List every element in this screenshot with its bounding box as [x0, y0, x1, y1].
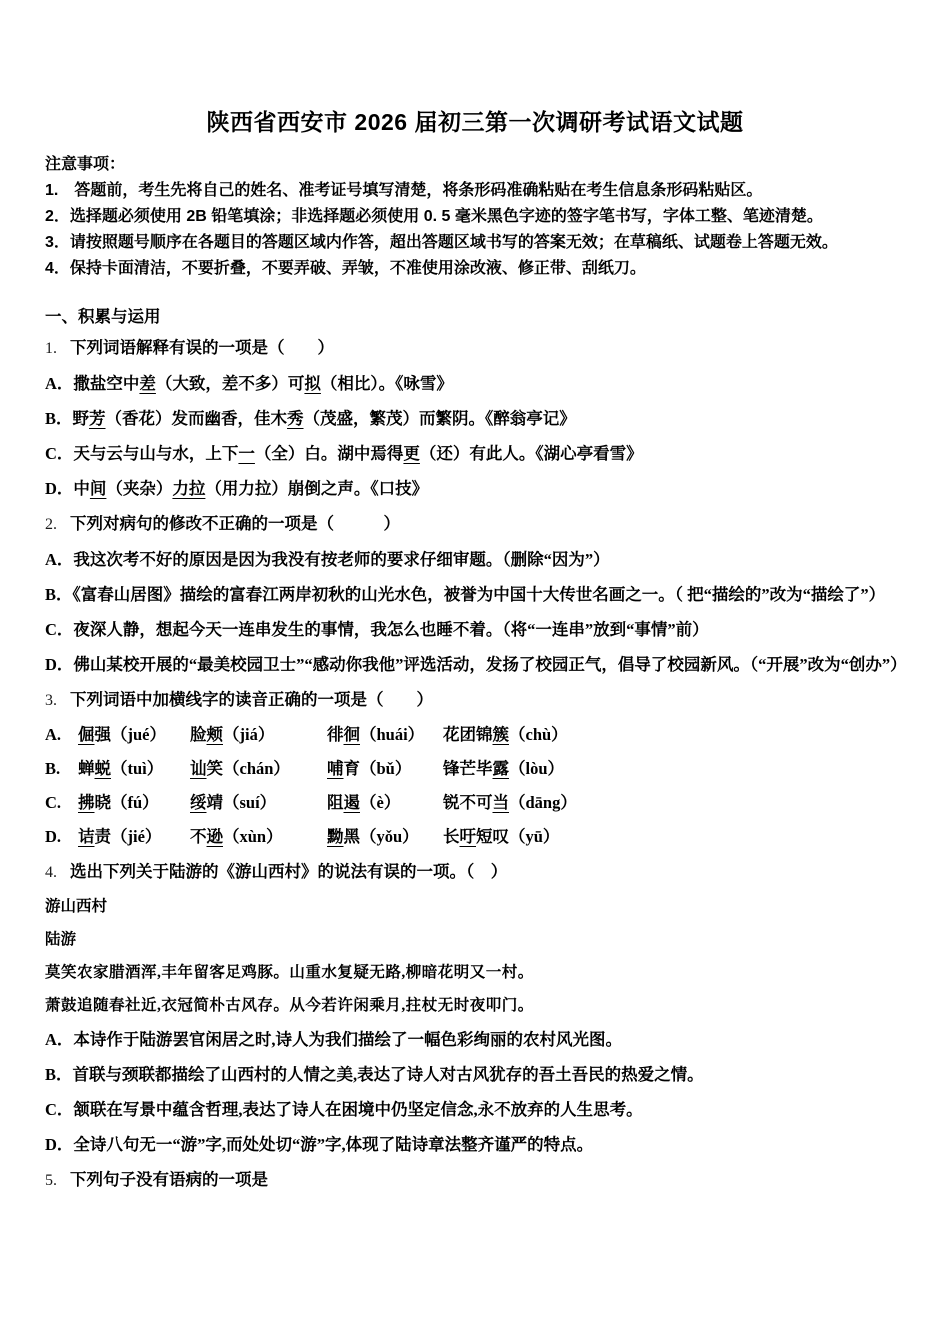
pinyin-cell: 不逊（xùn） [190, 827, 283, 846]
option-line: A．撒盐空中差（大致，差不多）可拟（相比）。《咏雪》 [45, 374, 453, 393]
pinyin-cell: 拂晓（fú） [78, 793, 159, 812]
option-line: B．首联与颈联都描绘了山西村的人情之美,表达了诗人对古风犹存的吾土吾民的热爱之情。 [45, 1065, 704, 1084]
pinyin-cell: 徘徊（huái） [327, 725, 425, 744]
poem-line: 萧鼓追随春社近,衣冠简朴古风存。从今若许闲乘月,拄杖无时夜叩门。 [45, 997, 534, 1014]
pinyin-cell: 蝉蜕（tuì） [78, 759, 164, 778]
question-3 [45, 682, 905, 854]
notice-item: 2．选择题必须使用 2B 铅笔填涂；非选择题必须使用 0. 5 毫米黑色字迹的签字笔书写，字体工整、笔迹清楚。 [45, 208, 823, 225]
option-line: D．佛山某校开展的“最美校园卫士”“感动你我他”评选活动，发扬了校园正气，倡导了校园新风。（“开展”改为“创办”） [45, 655, 907, 674]
pinyin-row [45, 718, 905, 752]
pinyin-cell: 锋芒毕露（lòu） [443, 759, 565, 778]
question-stem-text: 选出下列关于陆游的《游山西村》的说法有误的一项。（ ） [70, 862, 508, 881]
question-number: 5. [45, 1172, 57, 1189]
notice-heading: 注意事项： [45, 156, 126, 173]
option-line: B．《富春山居图》描绘的富春江两岸初秋的山光水色，被誉为中国十大传世名画之一。（ 把“描绘的”改为“描绘了”） [45, 585, 886, 604]
pinyin-cell: 花团锦簇（chù） [443, 725, 568, 744]
pinyin-cell: 锐不可当（dāng） [443, 793, 577, 812]
question-2 [45, 506, 905, 682]
pinyin-cell: 哺育（bǔ） [327, 759, 412, 778]
pinyin-row [45, 752, 905, 786]
pinyin-cell: 绥靖（suí） [190, 793, 277, 812]
pinyin-cell: 阻遏（è） [327, 793, 401, 812]
option-line: D．全诗八句无一“游”字,而处处切“游”字,体现了陆诗章法整齐谨严的特点。 [45, 1135, 594, 1154]
poem-author: 陆游 [45, 931, 77, 948]
question-stem-text: 下列句子没有语病的一项是 [70, 1170, 268, 1189]
exam-title: 陕西省西安市 2026 届初三第一次调研考试语文试题 [206, 109, 744, 135]
option-line: C．夜深人静，想起今天一连串发生的事情，我怎么也睡不着。（将“一连串”放到“事情”前） [45, 620, 709, 639]
pinyin-cell: 诘责（jié） [78, 827, 162, 846]
option-line: D．中间（夹杂）力拉（用力拉）崩倒之声。《口技》 [45, 479, 429, 498]
pinyin-cell: 倔强（jué） [78, 725, 166, 744]
option-line: A．我这次考不好的原因是因为我没有按老师的要求仔细审题。（删除“因为”） [45, 550, 610, 569]
option-letter: C. [45, 793, 62, 812]
question-stem-text: 下列对病句的修改不正确的一项是（ ） [70, 514, 400, 533]
question-1 [45, 330, 905, 506]
option-letter: D. [45, 827, 62, 846]
option-line: A．本诗作于陆游罢官闲居之时,诗人为我们描绘了一幅色彩绚丽的农村风光图。 [45, 1030, 623, 1049]
pinyin-row [45, 786, 905, 820]
section-heading: 一、积累与运用 [45, 308, 161, 326]
question-stem [45, 854, 905, 890]
question-stem [45, 330, 905, 366]
question-stem [45, 506, 905, 542]
pinyin-cell: 黝黑（yǒu） [327, 827, 419, 846]
notice-item: 3．请按照题号顺序在各题目的答题区域内作答，超出答题区域书写的答案无效；在草稿纸、试题卷上答题无效。 [45, 234, 838, 251]
pinyin-cell: 长吁短叹（yū） [443, 827, 560, 846]
question-5 [45, 1162, 905, 1198]
option-line: B．野芳（香花）发而幽香，佳木秀（茂盛，繁茂）而繁阴。《醉翁亭记》 [45, 409, 576, 428]
poem-block [45, 890, 905, 1022]
option-line: C．颔联在写景中蕴含哲理,表达了诗人在困境中仍坚定信念,永不放弃的人生思考。 [45, 1100, 643, 1119]
question-stem-text: 下列词语解释有误的一项是（ ） [70, 338, 334, 357]
question-number: 4. [45, 864, 57, 881]
pinyin-cell: 脸颊（jiá） [190, 725, 275, 744]
notice-item: 1. 答题前，考生先将自己的姓名、准考证号填写清楚，将条形码准确粘贴在考生信息条形码粘贴区。 [45, 182, 763, 199]
pinyin-cell: 讪笑（chán） [190, 759, 290, 778]
poem-title: 游山西村 [45, 898, 108, 915]
poem-line: 莫笑农家腊酒浑,丰年留客足鸡豚。山重水复疑无路,柳暗花明又一村。 [45, 964, 534, 981]
option-letter: A. [45, 725, 62, 744]
question-stem [45, 682, 905, 718]
option-letter: B. [45, 759, 61, 778]
option-line: C．天与云与山与水，上下一（全）白。湖中焉得更（还）有此人。《湖心亭看雪》 [45, 444, 643, 463]
pinyin-row [45, 820, 905, 854]
question-number: 3. [45, 692, 57, 709]
notice-block [45, 152, 905, 282]
notice-item: 4．保持卡面清洁，不要折叠，不要弄破、弄皱，不准使用涂改液、修正带、刮纸刀。 [45, 260, 646, 277]
question-stem-text: 下列词语中加横线字的读音正确的一项是（ ） [70, 690, 433, 709]
question-stem [45, 1162, 905, 1198]
question-number: 1. [45, 340, 57, 357]
question-4 [45, 854, 905, 1162]
question-number: 2. [45, 516, 57, 533]
